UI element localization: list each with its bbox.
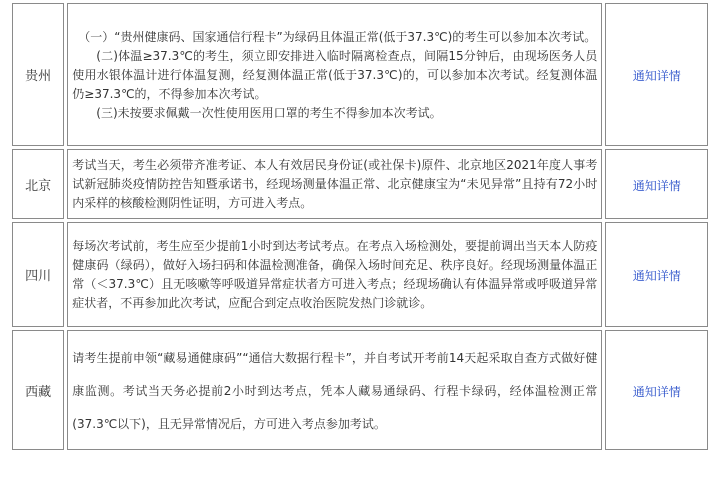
notice-content-cell [67, 222, 602, 327]
province-cell: 北京 [12, 149, 64, 219]
table-row [12, 149, 708, 219]
notice-content-cell [67, 149, 602, 219]
link-cell [605, 149, 708, 219]
table-row [12, 330, 708, 450]
link-cell [605, 3, 708, 146]
notice-paragraph: （一）“贵州健康码、国家通信行程卡”为绿码且体温正常(低于37.3℃)的考生可以参加本次考试。 [78, 29, 597, 44]
notice-paragraph: (二)体温≥37.3℃的考生，须立即安排进入临时隔离检查点，间隔15分钟后，由现场医务人员使用水银体温计进行体温复测，经复测体温正常(低于37.3℃)的，可以参加本次考试。经复测体温仍≥37.3℃的，不得参加本次考试。 [72, 48, 598, 101]
notice-paragraph: (三)未按要求佩戴一次性使用医用口罩的考生不得参加本次考试。 [96, 105, 442, 120]
table-row [12, 3, 708, 146]
link-cell [605, 222, 708, 327]
notice-details-link[interactable]: 通知详情 [632, 178, 681, 193]
notice-content-cell [67, 330, 602, 450]
notice-details-link[interactable]: 通知详情 [632, 384, 681, 399]
notice-paragraph: 考试当天，考生必须带齐准考证、本人有效居民身份证(或社保卡)原件、北京地区2021年度人事考试新冠肺炎疫情防控告知暨承诺书，经现场测量体温正常、北京健康宝为“未见异常”且持有72小时内采样的核酸检测阴性证明，方可进入考点。 [72, 158, 598, 210]
notice-paragraph: 请考生提前申领“藏易通健康码”“通信大数据行程卡”，并自考试开考前14天起采取自查方式做好健康监测。考试当天务必提前2小时到达考点，凭本人藏易通绿码、行程卡绿码，经体温检测正常(37.3℃以下)，且无异常情况后，方可进入考点参加考试。 [72, 350, 598, 431]
link-cell [605, 330, 708, 450]
notice-details-link[interactable]: 通知详情 [632, 269, 681, 283]
notice-content-cell [67, 3, 602, 146]
table-row [12, 222, 708, 327]
province-cell: 四川 [12, 222, 64, 327]
notice-details-link[interactable]: 通知详情 [632, 69, 681, 83]
province-notice-table [9, 0, 711, 453]
province-cell: 贵州 [12, 3, 64, 146]
notice-paragraph: 每场次考试前，考生应至少提前1小时到达考试考点。在考点入场检测处，要提前调出当天本人防疫健康码（绿码），做好入场扫码和体温检测准备，确保入场时间充足、秩序良好。经现场测量体温正常（＜37.3℃）且无咳嗽等呼吸道异常症状者方可进入考点；经现场确认有体温异常或呼吸道异常症状者，不再参加此次考试，应配合到定点收治医院发热门诊就诊。 [72, 239, 598, 310]
province-cell: 西藏 [12, 330, 64, 450]
